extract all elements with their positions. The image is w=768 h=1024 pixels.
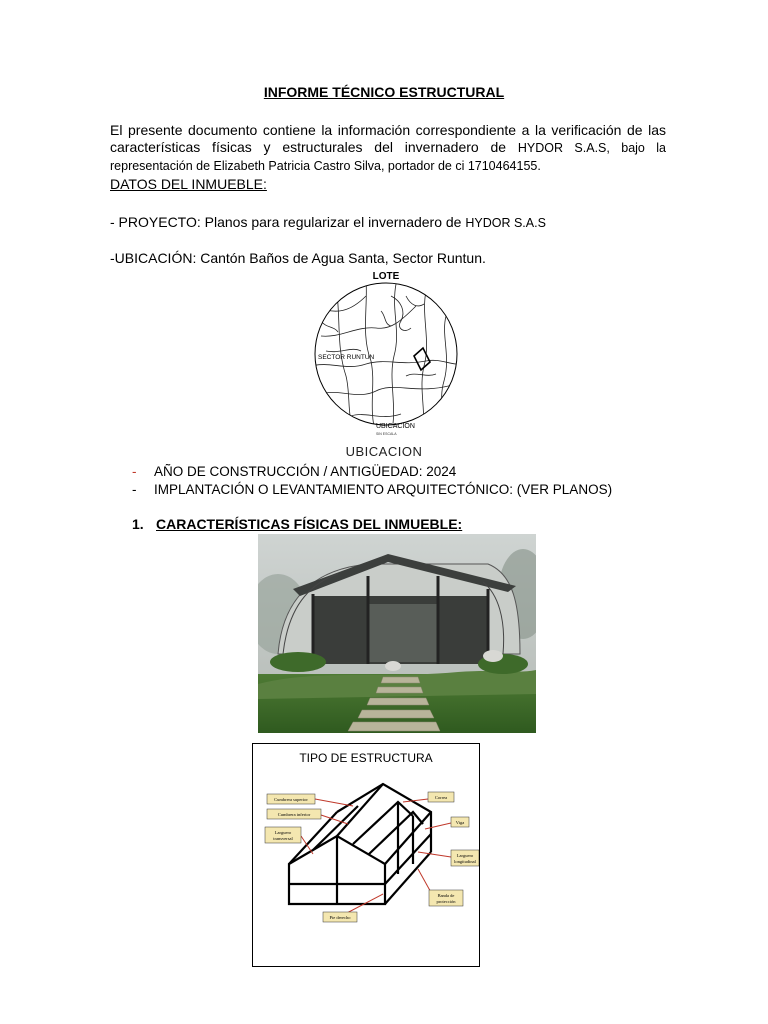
label-cumbrera-inferior: Cumbrera inferior bbox=[277, 812, 311, 817]
heading-text: CARACTERÍSTICAS FÍSICAS DEL INMUEBLE: bbox=[156, 516, 463, 532]
location-map bbox=[306, 266, 466, 440]
ubicacion-line: -UBICACIÓN: Cantón Baños de Agua Santa, Sector Runtun. bbox=[110, 250, 486, 266]
bullet-year bbox=[132, 464, 456, 479]
bullet-value: 2024 bbox=[426, 464, 457, 479]
intro-text-1: El presente documento contiene la información correspondiente a la verificación de las características físicas y estructurales del invernadero de bbox=[110, 122, 666, 155]
section-datos-inmueble: DATOS DEL INMUEBLE: bbox=[110, 176, 267, 192]
label-banda-1: Banda de bbox=[437, 893, 455, 898]
label-larguero-transversal-1: Larguero bbox=[274, 830, 292, 835]
proyecto-company: HYDOR S.A.S bbox=[465, 216, 546, 230]
structure-diagram-drawing bbox=[253, 744, 479, 966]
map-ubicacion-label: UBICACION bbox=[376, 423, 415, 430]
bullet-dash: - bbox=[132, 464, 137, 479]
greenhouse-photo bbox=[258, 534, 536, 733]
label-larguero-longitudinal-1: Larguero bbox=[456, 853, 474, 858]
intro-text-2: bajo la representación de Elizabeth Patricia Castro Silva, portador de ci 1710464155. bbox=[110, 141, 666, 173]
lot-marker bbox=[414, 348, 430, 370]
heading-caracteristicas bbox=[132, 516, 462, 532]
proyecto-label: - PROYECTO: Planos para regularizar el invernadero de bbox=[110, 214, 466, 230]
label-larguero-transversal-2: transversal bbox=[273, 836, 293, 841]
map-sector-label: SECTOR RUNTUN bbox=[318, 354, 375, 361]
bullet-dash: - bbox=[132, 482, 137, 497]
intro-paragraph bbox=[110, 122, 666, 175]
bullet-text: IMPLANTACIÓN O LEVANTAMIENTO ARQUITECTÓNICO: (VER PLANOS) bbox=[154, 482, 613, 497]
map-caption: UBICACION bbox=[345, 444, 423, 459]
diagram-title: TIPO DE ESTRUCTURA bbox=[299, 751, 433, 765]
map-scale-label: SIN ESCALA bbox=[376, 432, 397, 436]
structure-diagram bbox=[252, 743, 480, 967]
label-correa: Correa bbox=[434, 795, 448, 800]
bullet-text: AÑO DE CONSTRUCCIÓN / ANTIGÜEDAD: bbox=[154, 464, 427, 479]
heading-number: 1. bbox=[132, 516, 144, 532]
intro-company: HYDOR S.A.S, bbox=[517, 141, 610, 155]
bullet-implantacion bbox=[132, 482, 612, 497]
map-lote-label: LOTE bbox=[372, 271, 400, 282]
document-title: INFORME TÉCNICO ESTRUCTURAL bbox=[263, 84, 505, 100]
label-viga: Viga bbox=[455, 820, 465, 825]
label-pie-derecho: Pie derecho bbox=[329, 915, 351, 920]
proyecto-line bbox=[110, 214, 546, 230]
label-banda-2: protección bbox=[436, 899, 456, 904]
label-larguero-longitudinal-2: longitudinal bbox=[454, 859, 476, 864]
label-cumbrera-superior: Cumbrera superior bbox=[274, 797, 308, 802]
